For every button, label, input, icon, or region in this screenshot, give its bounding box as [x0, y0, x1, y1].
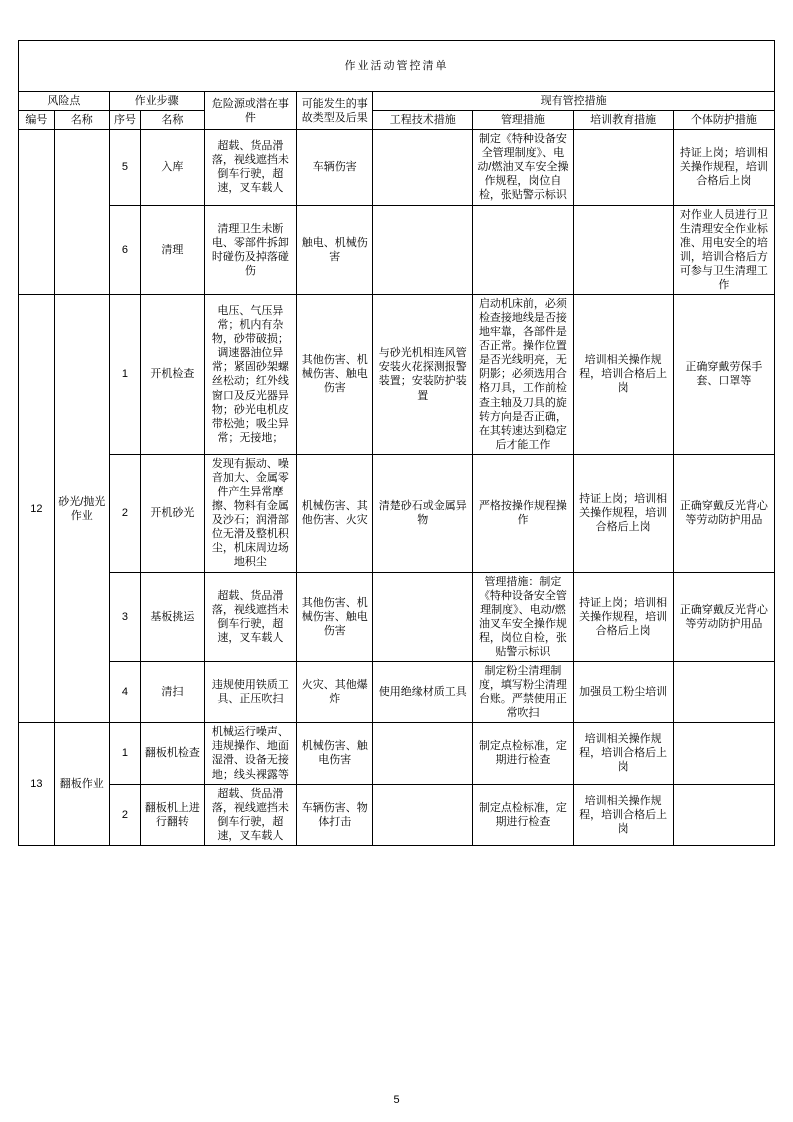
- management-measure: 启动机床前，必须检查接地线是否接地牢靠，各部件是否正常。操作位置是否光线明亮，无阴影；必须选用合格刀具，工作前检查主轴及刀具的旋转方向是否正确，在其转速达到稳定后才能工作: [473, 295, 573, 455]
- step-seq: 3: [109, 572, 141, 661]
- header-row-1: [19, 92, 775, 111]
- accident-type: 火灾、其他爆炸: [297, 661, 373, 722]
- accident-type: 车辆伤害、物体打击: [297, 784, 373, 845]
- training-measure: 培训相关操作规程，培训合格后上岗: [573, 784, 673, 845]
- accident-type: 触电、机械伤害: [297, 205, 373, 294]
- table-row: [19, 205, 775, 294]
- header-accident-type: 可能发生的事故类型及后果: [297, 92, 373, 130]
- engineering-measure: [373, 784, 473, 845]
- training-measure: [573, 205, 673, 294]
- management-measure: [473, 205, 573, 294]
- management-measure: 制定点检标准，定期进行检查: [473, 723, 573, 784]
- step-name: 开机砂光: [141, 454, 204, 572]
- training-measure: 培训相关操作规程，培训合格后上岗: [573, 295, 673, 455]
- page-title: 作业活动管控清单: [19, 41, 775, 92]
- step-name: 翻板机上进行翻转: [141, 784, 204, 845]
- step-name: 基板挑运: [141, 572, 204, 661]
- hazard-source: 超载、货品滑落，视线遮挡未倒车行驶，超速，叉车载人: [204, 130, 297, 205]
- header-seq: 序号: [109, 111, 141, 130]
- accident-type: 其他伤害、机械伤害、触电伤害: [297, 572, 373, 661]
- header-name: 名称: [54, 111, 109, 130]
- ppe-measure: 持证上岗；培训相关操作规程，培训合格后上岗: [673, 130, 774, 205]
- control-list-table: [18, 40, 775, 846]
- hazard-source: 违规使用铁质工具、正压吹扫: [204, 661, 297, 722]
- engineering-measure: [373, 723, 473, 784]
- step-seq: 6: [109, 205, 141, 294]
- header-step-name: 名称: [141, 111, 204, 130]
- step-name: 入库: [141, 130, 204, 205]
- risk-name: 砂光/抛光作业: [54, 295, 109, 723]
- header-existing-measures: 现有管控措施: [373, 92, 775, 111]
- table-row: [19, 661, 775, 722]
- hazard-source: 超载、货品滑落，视线遮挡未倒车行驶，超速，叉车载人: [204, 784, 297, 845]
- header-hazard-source: 危险源或潜在事件: [204, 92, 297, 130]
- title-row: [19, 41, 775, 92]
- step-seq: 4: [109, 661, 141, 722]
- engineering-measure: 清楚砂石或金属异物: [373, 454, 473, 572]
- page-number: 5: [393, 1094, 400, 1106]
- ppe-measure: 正确穿戴劳保手套、口罩等: [673, 295, 774, 455]
- engineering-measure: 与砂光机相连风管安装火花探测报警装置；安装防护装置: [373, 295, 473, 455]
- table-row: [19, 454, 775, 572]
- ppe-measure: [673, 784, 774, 845]
- engineering-measure: [373, 130, 473, 205]
- management-measure: 制定点检标准，定期进行检查: [473, 784, 573, 845]
- management-measure: 严格按操作规程操作: [473, 454, 573, 572]
- risk-name: [54, 130, 109, 295]
- hazard-source: 发现有振动、噪音加大、金属零件产生异常摩擦、物料有金属及沙石；润滑部位无滑及整机积尘，机床周边场地积尘: [204, 454, 297, 572]
- engineering-measure: 使用绝缘材质工具: [373, 661, 473, 722]
- step-name: 清理: [141, 205, 204, 294]
- step-name: 开机检查: [141, 295, 204, 455]
- step-seq: 2: [109, 454, 141, 572]
- header-row-2: [19, 111, 775, 130]
- header-management: 管理措施: [473, 111, 573, 130]
- risk-no: 12: [19, 295, 55, 723]
- ppe-measure: [673, 723, 774, 784]
- training-measure: 培训相关操作规程，培训合格后上岗: [573, 723, 673, 784]
- header-work-step: 作业步骤: [109, 92, 204, 111]
- ppe-measure: [673, 661, 774, 722]
- header-no: 编号: [19, 111, 55, 130]
- engineering-measure: [373, 572, 473, 661]
- accident-type: 其他伤害、机械伤害、触电伤害: [297, 295, 373, 455]
- step-name: 翻板机检查: [141, 723, 204, 784]
- ppe-measure: 对作业人员进行卫生清理安全作业标准、用电安全的培训，培训合格后方可参与卫生清理工作: [673, 205, 774, 294]
- header-training: 培训教育措施: [573, 111, 673, 130]
- hazard-source: 清理卫生未断电、零部件拆卸时碰伤及掉落碰伤: [204, 205, 297, 294]
- training-measure: 加强员工粉尘培训: [573, 661, 673, 722]
- training-measure: [573, 130, 673, 205]
- accident-type: 车辆伤害: [297, 130, 373, 205]
- table-row: [19, 723, 775, 784]
- step-seq: 1: [109, 723, 141, 784]
- header-risk-point: 风险点: [19, 92, 110, 111]
- risk-no: [19, 130, 55, 295]
- management-measure: 制定《特种设备安全管理制度》、电动/燃油叉车安全操作规程，岗位自检，张贴警示标识: [473, 130, 573, 205]
- step-name: 清扫: [141, 661, 204, 722]
- hazard-source: 超载、货品滑落，视线遮挡未倒车行驶，超速，叉车载人: [204, 572, 297, 661]
- step-seq: 2: [109, 784, 141, 845]
- accident-type: 机械伤害、触电伤害: [297, 723, 373, 784]
- table-row: [19, 295, 775, 455]
- management-measure: 制定粉尘清理制度，填写粉尘清理台账。严禁使用正常吹扫: [473, 661, 573, 722]
- table-row: [19, 572, 775, 661]
- hazard-source: 电压、气压异常；机内有杂物，砂带破损；调速器油位异常；紧固砂架螺丝松动；红外线窗口及反光器异物；砂光电机皮带松弛；吸尘异常；无接地；: [204, 295, 297, 455]
- header-ppe: 个体防护措施: [673, 111, 774, 130]
- training-measure: 持证上岗；培训相关操作规程，培训合格后上岗: [573, 572, 673, 661]
- ppe-measure: 正确穿戴反光背心等劳动防护用品: [673, 454, 774, 572]
- training-measure: 持证上岗；培训相关操作规程，培训合格后上岗: [573, 454, 673, 572]
- management-measure: 管理措施：制定《特种设备安全管理制度》、电动/燃油叉车安全操作规程，岗位自检，张贴警示标识: [473, 572, 573, 661]
- step-seq: 1: [109, 295, 141, 455]
- table-row: [19, 130, 775, 205]
- table-row: [19, 784, 775, 845]
- step-seq: 5: [109, 130, 141, 205]
- hazard-source: 机械运行噪声、违规操作、地面湿滑、设备无接地；线头裸露等: [204, 723, 297, 784]
- risk-no: 13: [19, 723, 55, 846]
- risk-name: 翻板作业: [54, 723, 109, 846]
- accident-type: 机械伤害、其他伤害、火灾: [297, 454, 373, 572]
- header-engineering: 工程技术措施: [373, 111, 473, 130]
- engineering-measure: [373, 205, 473, 294]
- ppe-measure: 正确穿戴反光背心等劳动防护用品: [673, 572, 774, 661]
